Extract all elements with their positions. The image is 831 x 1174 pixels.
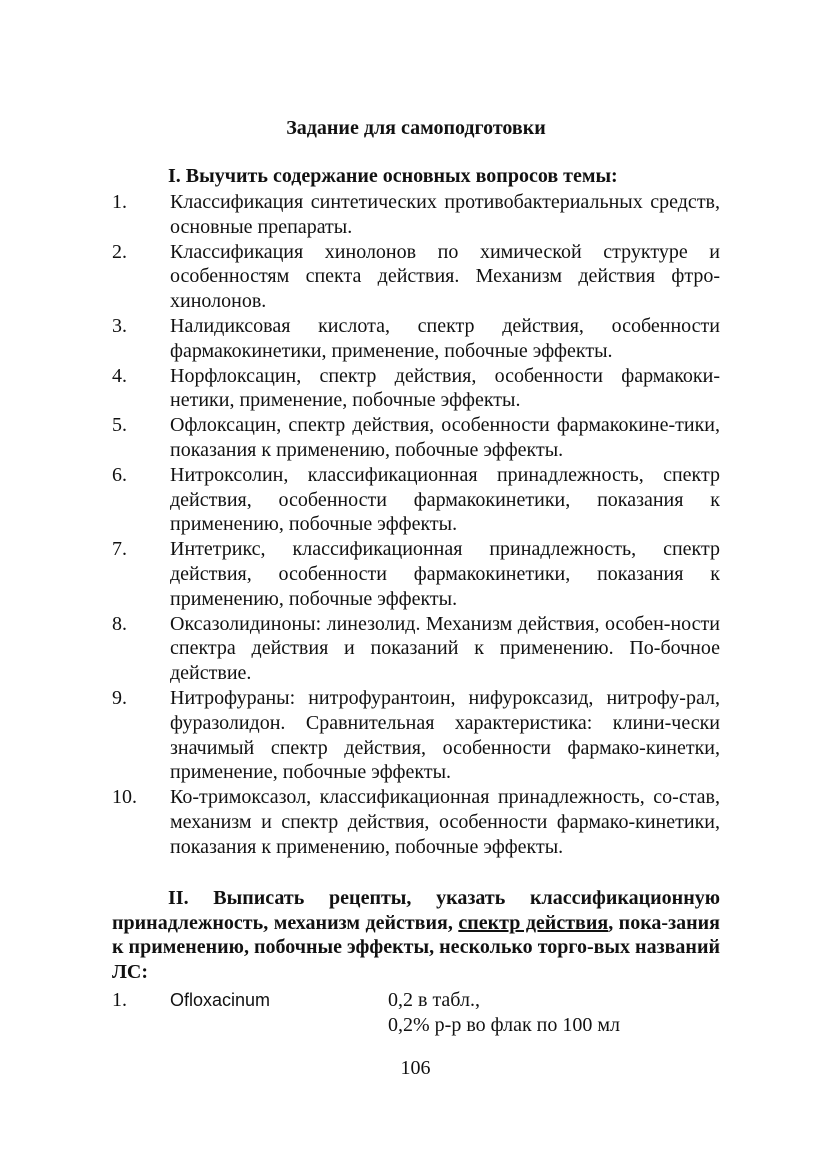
prescription-row: [112, 988, 720, 1013]
item-number: 7.: [112, 538, 127, 561]
item-text: Классификация синтетических противобактериальных средств, основные препараты.: [170, 191, 720, 238]
list-item: [112, 537, 720, 611]
prescription-number: 1.: [112, 989, 127, 1011]
item-number: 1.: [112, 191, 127, 213]
item-number: 8.: [112, 612, 127, 635]
list-item: [112, 785, 720, 859]
list-item: [112, 463, 720, 537]
page-number: 106: [400, 1057, 431, 1079]
section2-text-part1: II. Выписать рецепты, указать классификационную принадлежность, механизм действия,: [112, 887, 720, 934]
item-text: Нитрофураны: нитрофурантоин, нифуроксазид, нитрофу-рал, фуразолидон. Сравнительная характеристика: клини-чески значимый спектр действия, особенности фармако-кинетки, применение, побочные эффекты.: [170, 686, 720, 784]
item-number: 6.: [112, 463, 127, 486]
item-number: 9.: [112, 686, 127, 709]
questions-list: [112, 190, 720, 860]
list-item: [112, 413, 720, 463]
section2-underlined-text: спектр действия: [458, 911, 609, 934]
item-number: 3.: [112, 314, 127, 337]
section1-heading: I. Выучить содержание основных вопросов темы:: [168, 165, 618, 187]
item-text: Классификация хинолонов по химической структуре и особенностям спекта действия. Механизм действия фтро-хинолонов.: [170, 240, 720, 313]
list-item: [112, 240, 720, 314]
list-item: [112, 686, 720, 785]
item-number: 10.: [112, 786, 137, 809]
item-text: Интетрикс, классификационная принадлежность, спектр действия, особенности фармакокинетики, показания к применению, побочные эффекты.: [170, 538, 720, 610]
item-text: Налидиксовая кислота, спектр действия, особенности фармакокинетики, применение, побочные эффекты.: [170, 314, 720, 362]
item-text: Офлоксацин, спектр действия, особенности фармакокине-тики, показания к применению, побочные эффекты.: [170, 414, 720, 461]
list-item: [112, 612, 720, 686]
drug-dose: 0,2 в табл.,: [388, 989, 480, 1011]
item-text: Нитроксолин, классификационная принадлежность, спектр действия, особенности фармакокинетики, показания к применению, побочные эффекты.: [170, 463, 720, 536]
page-title: Задание для самоподготовки: [286, 117, 546, 139]
item-number: 2.: [112, 240, 127, 263]
item-text: Оксазолидиноны: линезолид. Механизм действия, особен-ности спектра действия и показаний к применению. По-бочное действие.: [170, 612, 720, 685]
prescription-list: [112, 988, 720, 1037]
drug-name: Ofloxacinum: [170, 990, 271, 1010]
section2-heading: [112, 886, 720, 984]
section2-text-part2: , пока-зания к применению, побочные эффекты, несколько торго-вых названий ЛС:: [112, 911, 720, 983]
prescription-row: [112, 1013, 720, 1038]
list-item: [112, 190, 720, 240]
item-number: 4.: [112, 364, 127, 387]
item-text: Норфлоксацин, спектр действия, особенности фармакоки-нетики, применение, побочные эффекты.: [170, 364, 720, 412]
drug-dose: 0,2% р-р во флак по 100 мл: [388, 1013, 621, 1036]
list-item: [112, 314, 720, 364]
item-number: 5.: [112, 414, 127, 437]
item-text: Ко-тримоксазол, классификационная принадлежность, со-став, механизм и спектр действия, особенности фармако-кинетики, показания к применению, побочные эффекты.: [170, 786, 720, 858]
list-item: [112, 364, 720, 414]
